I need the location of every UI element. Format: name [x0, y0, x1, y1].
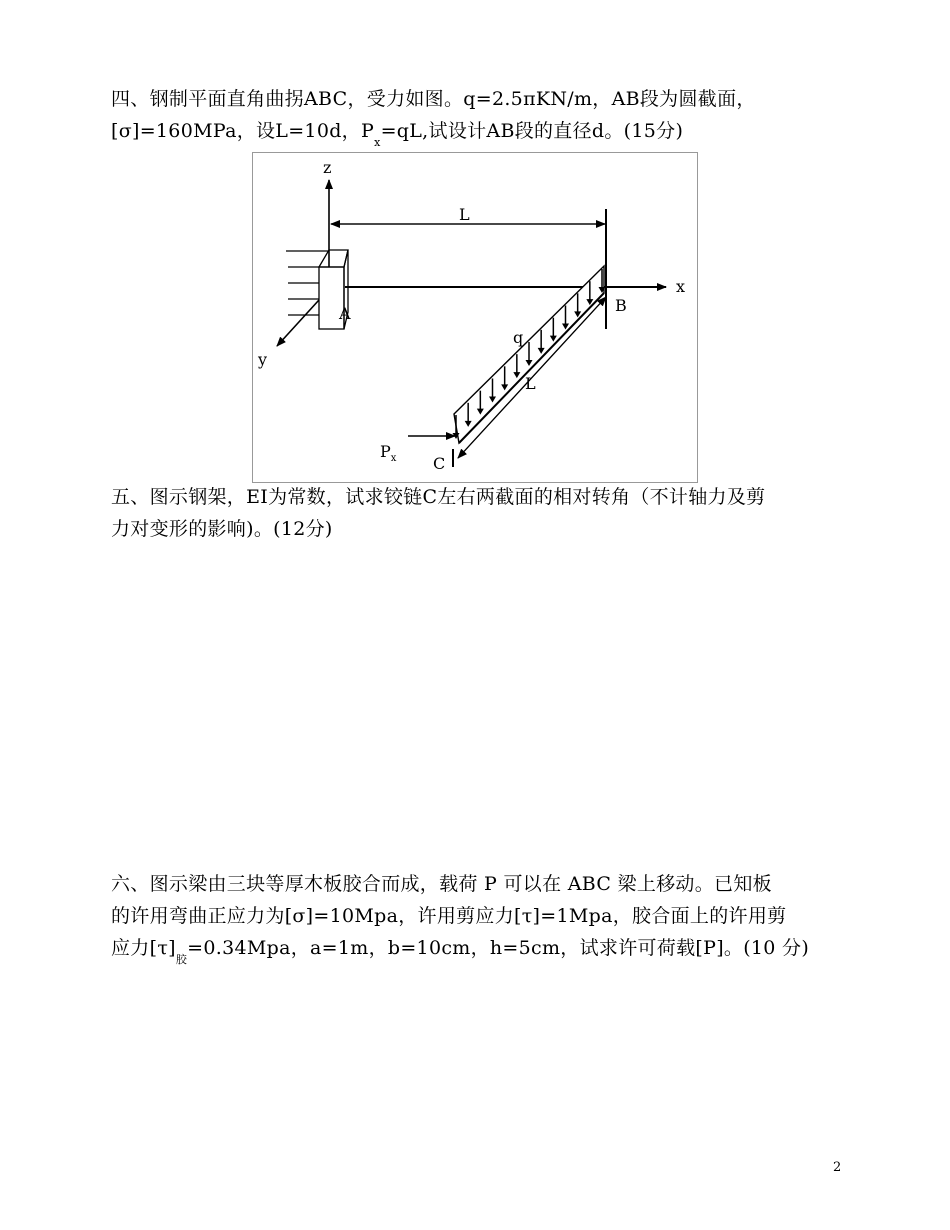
- problem-4-line-2-a: [σ]=160MPa，设L=10d，P: [111, 120, 375, 142]
- point-c-label: C: [433, 454, 446, 473]
- problem-5-line-2: 力对变形的影响)。(12分): [111, 518, 333, 540]
- x-axis-label: x: [676, 277, 686, 296]
- problem-4-line-1: 四、钢制平面直角曲拐ABC，受力如图。q=2.5πKN/m，AB段为圆截面，: [111, 88, 756, 110]
- force-px-label: [380, 442, 397, 464]
- problem-6-line-2: 的许用弯曲正应力为[σ]=10Mpa，许用剪应力[τ]=1Mpa，胶合面上的许用剪: [111, 905, 787, 927]
- problem-6-subscript-glue: 胶: [175, 953, 188, 966]
- problem-6-line-3: [111, 937, 810, 966]
- problem-4-line-2: [111, 120, 684, 149]
- problem-6-line-1: 六、图示梁由三块等厚木板胶合而成，载荷 P 可以在 ABC 梁上移动。已知板: [111, 873, 772, 895]
- crank-figure: [252, 152, 698, 483]
- y-axis-label: y: [258, 350, 268, 369]
- force-px-letter: P: [380, 442, 391, 461]
- point-b-label: B: [615, 296, 627, 315]
- problem-4-subscript-x: x: [374, 136, 381, 149]
- point-a-label: A: [339, 304, 351, 323]
- problem-5-line-1: 五、图示钢架，EI为常数，试求铰链C左右两截面的相对转角（不计轴力及剪: [111, 486, 766, 508]
- problem-4-line-2-b: =qL,试设计AB段的直径d。(15分): [380, 120, 684, 142]
- page-number: 2: [833, 1160, 842, 1175]
- problem-6-line-3-a: 应力[τ]: [111, 937, 176, 959]
- load-q-label: q: [513, 328, 524, 347]
- dimension-l-top-label: L: [459, 205, 470, 224]
- crank-diagram: [253, 153, 699, 484]
- problem-6-line-3-b: =0.34Mpa，a=1m，b=10cm，h=5cm，试求许可荷载[P]。(10 分): [187, 937, 810, 959]
- z-axis-label: z: [323, 158, 332, 177]
- force-px-subscript: x: [390, 453, 397, 464]
- dimension-l-diagonal-label: L: [525, 374, 536, 393]
